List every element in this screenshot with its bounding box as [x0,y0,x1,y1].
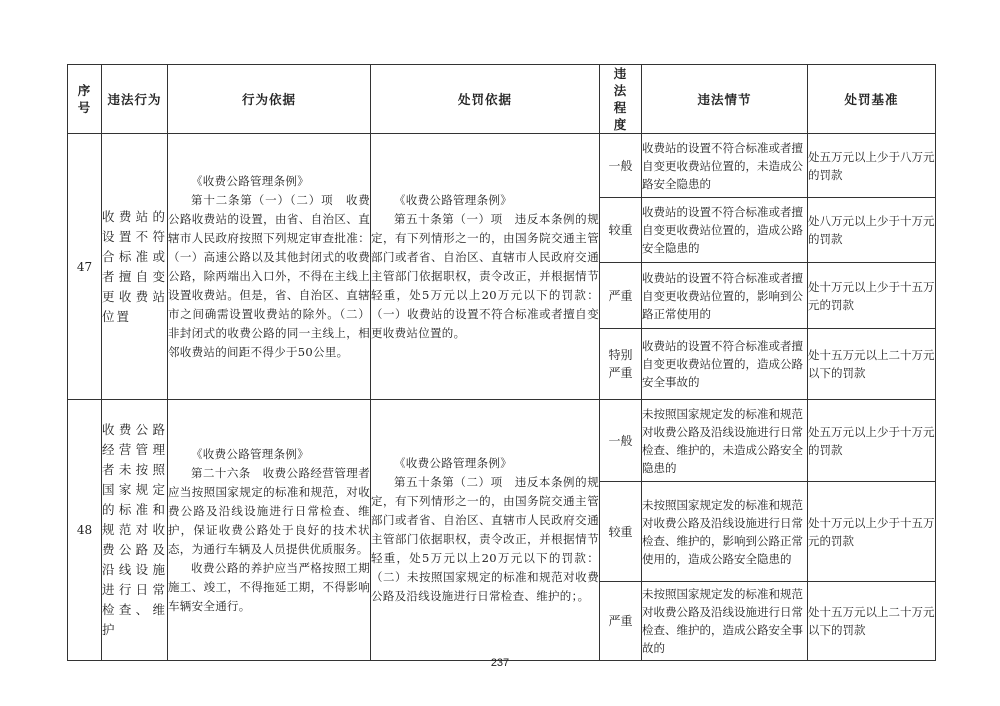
penalty-basis [371,134,600,400]
penalty-cell: 处八万元以上少于十万元的罚款 [808,198,936,263]
circumstance-cell: 收费站的设置不符合标准或者擅自变更收费站位置的，未造成公路安全隐患的 [642,134,808,198]
violation-act: 收费公路经营管理者未按照国家规定的标准和规范对收费公路及沿线设施进行日常检查、维护 [102,400,168,661]
circumstance-cell: 收费站的设置不符合标准或者擅自变更收费站位置的，影响到公路正常使用的 [642,263,808,329]
header-row [68,65,936,134]
header-degree: 违法程度 [600,65,642,134]
header-act: 违法行为 [102,65,168,134]
degree-cell [600,329,642,400]
conduct-basis-body: 第二十六条 收费公路经营管理者应当按照国家规定的标准和规范，对收费公路及沿线设施进行日常检查、维护，保证收费公路处于良好的技术状态，为通行车辆及人员提供优质服务。 [168,465,370,556]
circumstance-cell: 收费站的设置不符合标准或者擅自变更收费站位置的，造成公路安全隐患的 [642,198,808,263]
penalty-cell: 处十万元以上少于十五万元的罚款 [808,263,936,329]
conduct-basis-body: 第十二条第（一）（二）项 收费公路收费站的设置，由省、自治区、直辖市人民政府按照下列规定审查批准：（一）高速公路以及其他封闭式的收费公路，除两端出入口外，不得在主线上设置收费站。但是，省、自治区、直辖市之间确需设置收费站的除外。（二）非封闭式的收费公路的同一主线上，相邻收费站的间距不得少于50公里。 [168,192,370,359]
degree-cell: 较重 [600,482,642,582]
header-conduct-basis: 行为依据 [168,65,371,134]
circumstance-cell: 未按照国家规定发的标准和规范对收费公路及沿线设施进行日常检查、维护的，未造成公路安全隐患的 [642,400,808,482]
violation-act: 收费站的设置不符合标准或者擅自变更收费站位置 [102,134,168,400]
degree-cell: 严重 [600,263,642,329]
conduct-basis [168,134,371,400]
row-index: 47 [68,134,102,400]
degree-cell: 一般 [600,134,642,198]
penalty-cell: 处十五万元以上二十万元以下的罚款 [808,329,936,400]
degree-label: 特别严重 [608,348,633,380]
penalty-cell: 处十万元以上少于十五万元的罚款 [808,482,936,582]
page-number: 237 [490,657,510,669]
conduct-basis [168,400,371,661]
penalty-cell: 处十五万元以上二十万元以下的罚款 [808,582,936,661]
circumstance-cell: 收费站的设置不符合标准或者擅自变更收费站位置的，造成公路安全事故的 [642,329,808,400]
conduct-basis-title: 《收费公路管理条例》 [191,173,309,188]
row-index: 48 [68,400,102,661]
penalty-basis-title: 《收费公路管理条例》 [394,456,512,470]
conduct-basis-body-2: 收费公路的养护应当严格按照工期施工、竣工，不得拖延工期，不得影响车辆安全通行。 [168,560,370,613]
degree-cell: 一般 [600,400,642,482]
penalty-basis-body: 第五十条第（一）项 违反本条例的规定，有下列情形之一的，由国务院交通主管部门或者省、自治区、直辖市人民政府交通主管部门依据职权，责令改正，并根据情节轻重，处5万元以上20万元以下的罚款：（一）收费站的设置不符合标准或者擅自变更收费站位置的。 [371,211,599,340]
penalty-basis-body: 第五十条第（二）项 违反本条例的规定，有下列情形之一的，由国务院交通主管部门或者省、自治区、直辖市人民政府交通主管部门依据职权，责令改正，并根据情节轻重，处5万元以上20万元以下的罚款：（二）未按照国家规定的标准和规范对收费公路及沿线设施进行日常检查、维护的；。 [371,475,599,603]
penalty-basis [371,400,600,661]
penalty-cell: 处五万元以上少于十万元的罚款 [808,400,936,482]
circumstance-cell: 未按照国家规定发的标准和规范对收费公路及沿线设施进行日常检查、维护的，造成公路安全事故的 [642,582,808,661]
penalty-table [67,64,936,661]
degree-cell: 较重 [600,198,642,263]
circumstance-cell: 未按照国家规定发的标准和规范对收费公路及沿线设施进行日常检查、维护的，影响到公路正常使用的，造成公路安全隐患的 [642,482,808,582]
header-penalty-standard: 处罚基准 [808,65,936,134]
header-circumstance: 违法情节 [642,65,808,134]
penalty-basis-title: 《收费公路管理条例》 [394,192,512,207]
conduct-basis-title: 《收费公路管理条例》 [191,446,309,461]
degree-cell: 严重 [600,582,642,661]
header-index: 序号 [68,65,102,134]
table-row [68,400,936,482]
header-penalty-basis: 处罚依据 [371,65,600,134]
table-row [68,134,936,198]
penalty-cell: 处五万元以上少于八万元的罚款 [808,134,936,198]
